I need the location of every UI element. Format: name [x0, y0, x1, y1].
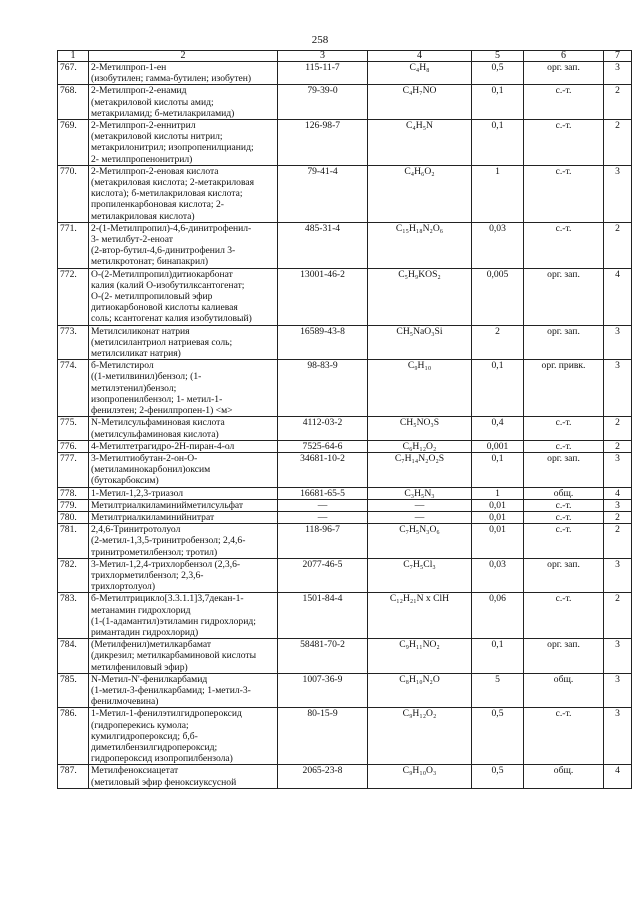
limit-value: 0,5: [472, 62, 524, 85]
substance-name: [89, 85, 278, 120]
hazard-class: 3: [604, 639, 632, 674]
limit-value: 0,1: [472, 452, 524, 487]
row-number: 781.: [58, 524, 89, 559]
row-number: 782.: [58, 558, 89, 593]
substance-name-line: диметилбензилгидропероксид;: [91, 741, 218, 753]
chemical-formula: C₇H₅N₃O₆: [368, 524, 472, 559]
substance-name-line: 2-Метилпроп-2-еннитрил: [91, 120, 196, 132]
substance-name-line: метилфениловый эфир): [91, 661, 188, 673]
substance-name-line: 2-Метилпроп-2-еновая кислота: [91, 165, 219, 177]
cas-number: —: [278, 511, 368, 523]
harm-indicator: с.-т.: [524, 222, 604, 268]
cas-number: 4112-03-2: [278, 417, 368, 440]
chemical-formula: C₈H₁₀N₂O: [368, 673, 472, 708]
limit-value: 0,1: [472, 85, 524, 120]
chemical-formula: C₉H₁₀: [368, 360, 472, 417]
chemical-formula: CH₅NO₃S: [368, 417, 472, 440]
substance-name-line: 1-Метил-1,2,3-триазол: [91, 487, 184, 499]
substance-name-line: соль; ксантогенат калия изобутиловый): [91, 313, 252, 325]
substance-name-line: б-Метилтрицикло[3.3.1.1]3,7декан-1-: [91, 593, 244, 605]
limit-value: 0,1: [472, 360, 524, 417]
hazard-class: 2: [604, 417, 632, 440]
substance-name: [89, 325, 278, 360]
substance-name-line: метилэтенил)бензол;: [91, 382, 177, 394]
hazard-class: 4: [604, 487, 632, 499]
limit-value: 0,03: [472, 222, 524, 268]
substance-name-line: (1-метил-3-фенилкарбамид; 1-метил-3-: [91, 684, 251, 696]
row-number: 777.: [58, 452, 89, 487]
cas-number: 126-98-7: [278, 120, 368, 166]
chemical-formula: C₃H₅N₃: [368, 487, 472, 499]
substance-name: [89, 417, 278, 440]
substance-name-line: 2-Метилпроп-2-енамид: [91, 85, 187, 97]
harm-indicator: с.-т.: [524, 85, 604, 120]
hazard-class: 4: [604, 765, 632, 788]
substance-name-line: 2- метилпропенонитрил): [91, 153, 193, 165]
limit-value: 1: [472, 487, 524, 499]
row-number: 772.: [58, 268, 89, 325]
cas-number: 485-31-4: [278, 222, 368, 268]
row-number: 776.: [58, 440, 89, 452]
substance-name-line: (изобутилен; гамма-бутилен; изобутен): [91, 73, 252, 85]
chemical-formula: —: [368, 499, 472, 511]
row-number: 786.: [58, 708, 89, 765]
column-header: 7: [604, 51, 632, 62]
table-row: [58, 708, 632, 765]
row-number: 780.: [58, 511, 89, 523]
hazard-class: 3: [604, 558, 632, 593]
column-header: 6: [524, 51, 604, 62]
table-row: [58, 639, 632, 674]
hazard-class: 3: [604, 62, 632, 85]
harm-indicator: с.-т.: [524, 593, 604, 639]
substance-name-line: трихлортолуол): [91, 581, 156, 593]
substance-name: [89, 360, 278, 417]
column-number-row: [58, 51, 632, 62]
substance-name: [89, 452, 278, 487]
column-header: 1: [58, 51, 89, 62]
substance-name-line: (дикрезил; метилкарбаминовой кислоты: [91, 650, 257, 662]
row-number: 770.: [58, 165, 89, 222]
table-row: [58, 85, 632, 120]
table-row: [58, 165, 632, 222]
hazard-class: 2: [604, 440, 632, 452]
table-row: [58, 524, 632, 559]
row-number: 773.: [58, 325, 89, 360]
substance-name-line: О-(2-Метилпропил)дитиокарбонат: [91, 268, 233, 280]
harm-indicator: с.-т.: [524, 417, 604, 440]
substance-name-line: 3- метилбут-2-еноат: [91, 234, 173, 246]
substance-name-line: кумилгидропероксид; б,б-: [91, 730, 198, 742]
table-row: [58, 120, 632, 166]
table-row: [58, 325, 632, 360]
hazard-class: 3: [604, 708, 632, 765]
chemical-formula: C₉H₁₀O₃: [368, 765, 472, 788]
limit-value: 0,06: [472, 593, 524, 639]
row-number: 769.: [58, 120, 89, 166]
substance-name-line: 1-Метил-1-фенилэтилгидропероксид: [91, 708, 242, 720]
table-row: [58, 417, 632, 440]
cas-number: 80-15-9: [278, 708, 368, 765]
substance-name-line: фенилмочевина): [91, 696, 159, 708]
limit-value: 1: [472, 165, 524, 222]
cas-number: 2065-23-8: [278, 765, 368, 788]
row-number: 768.: [58, 85, 89, 120]
substance-name: [89, 673, 278, 708]
chemical-formula: C₉H₁₂O₂: [368, 708, 472, 765]
chemical-formula: C₄H₆O₂: [368, 165, 472, 222]
substance-name-line: (метакриловой кислоты амид;: [91, 96, 214, 108]
table-row: [58, 765, 632, 788]
substance-name: [89, 165, 278, 222]
hazard-class: 2: [604, 511, 632, 523]
table-body: [58, 62, 632, 789]
hazard-class: 2: [604, 120, 632, 166]
cas-number: 98-83-9: [278, 360, 368, 417]
substance-name: [89, 268, 278, 325]
chemical-formula: C₅H₉KOS₂: [368, 268, 472, 325]
table-row: [58, 268, 632, 325]
substance-name-line: римантадин гидрохлорид): [91, 626, 199, 638]
harm-indicator: с.-т.: [524, 524, 604, 559]
substance-name-line: пропиленкарбоновая кислота; 2-: [91, 199, 224, 211]
limit-value: 0,5: [472, 765, 524, 788]
harm-indicator: с.-т.: [524, 708, 604, 765]
substance-name-line: Метилтриалкиламинийнитрат: [91, 511, 215, 523]
cas-number: —: [278, 499, 368, 511]
harm-indicator: общ.: [524, 765, 604, 788]
row-number: 779.: [58, 499, 89, 511]
limit-value: 0,01: [472, 524, 524, 559]
substance-name: [89, 120, 278, 166]
column-header: 2: [89, 51, 278, 62]
substance-name-line: фенилэтен; 2-фенилпропен-1) <м>: [91, 405, 233, 417]
substance-name-line: 2-(1-Метилпропил)-4,6-динитрофенил-: [91, 222, 252, 234]
harm-indicator: орг. зап.: [524, 558, 604, 593]
substance-name: [89, 765, 278, 788]
hazard-class: 2: [604, 524, 632, 559]
table-row: [58, 360, 632, 417]
cas-number: 13001-46-2: [278, 268, 368, 325]
substance-name-line: (1-(1-адамантил)этиламин гидрохлорид;: [91, 615, 256, 627]
column-header: 5: [472, 51, 524, 62]
column-header: 4: [368, 51, 472, 62]
cas-number: 1007-36-9: [278, 673, 368, 708]
cas-number: 2077-46-5: [278, 558, 368, 593]
cas-number: 58481-70-2: [278, 639, 368, 674]
hazard-class: 4: [604, 268, 632, 325]
substance-name-line: кислота); б-метилакриловая кислота;: [91, 188, 243, 200]
substance-name-line: (метилсилантриол натриевая соль;: [91, 336, 233, 348]
harm-indicator: орг. зап.: [524, 325, 604, 360]
substance-name-line: (метиламинокарбонил)оксим: [91, 464, 211, 476]
hazard-class: 2: [604, 222, 632, 268]
chemical-formula: C₉H₁₁NO₂: [368, 639, 472, 674]
harm-indicator: общ.: [524, 673, 604, 708]
table-row: [58, 62, 632, 85]
table-row: [58, 511, 632, 523]
row-number: 785.: [58, 673, 89, 708]
substance-name: [89, 222, 278, 268]
substance-name: [89, 487, 278, 499]
harm-indicator: орг. зап.: [524, 639, 604, 674]
hazard-class: 3: [604, 325, 632, 360]
harm-indicator: орг. зап.: [524, 268, 604, 325]
substance-name-line: тринитрометилбензол; тротил): [91, 546, 218, 558]
harm-indicator: орг. зап.: [524, 62, 604, 85]
harm-indicator: с.-т.: [524, 120, 604, 166]
limit-value: 5: [472, 673, 524, 708]
substance-name-line: (2-метил-1,3,5-тринитробензол; 2,4,6-: [91, 535, 246, 547]
substance-name-line: Метилфеноксиацетат: [91, 765, 179, 777]
chemical-formula: C₁₅H₁₈N₂O₆: [368, 222, 472, 268]
hazard-class: 3: [604, 499, 632, 511]
substance-name-line: изопропенилбензол; 1- метил-1-: [91, 393, 223, 405]
chemical-formula: C₇H₁₄N₂O₂S: [368, 452, 472, 487]
cas-number: 79-41-4: [278, 165, 368, 222]
substance-name: [89, 499, 278, 511]
cas-number: 79-39-0: [278, 85, 368, 120]
substance-name-line: 2-Метилпроп-1-ен: [91, 62, 167, 73]
chemical-formula: C₆H₁₂O₂: [368, 440, 472, 452]
row-number: 778.: [58, 487, 89, 499]
table-row: [58, 440, 632, 452]
hazard-class: 3: [604, 452, 632, 487]
limit-value: 0,4: [472, 417, 524, 440]
substance-name-line: метакриламид; б-метилакриламид): [91, 107, 235, 119]
substance-name-line: метилакриловая кислота): [91, 210, 195, 222]
substance-name-line: (бутокарбоксим): [91, 475, 159, 487]
table-row: [58, 452, 632, 487]
substance-name-line: метилкротонат; бинапакрил): [91, 256, 209, 268]
limit-value: 0,01: [472, 511, 524, 523]
cas-number: 16681-65-5: [278, 487, 368, 499]
substance-name-line: Метилсиликонат натрия: [91, 325, 190, 337]
limit-value: 2: [472, 325, 524, 360]
substance-name-line: (Метилфенил)метилкарбамат: [91, 639, 212, 651]
harm-indicator: с.-т.: [524, 499, 604, 511]
harm-indicator: общ.: [524, 487, 604, 499]
substance-name-line: трихлорметилбензол; 2,3,6-: [91, 569, 204, 581]
column-header: 3: [278, 51, 368, 62]
substance-name-line: б-Метилстирол: [91, 360, 154, 372]
table-row: [58, 558, 632, 593]
substance-name: [89, 524, 278, 559]
chemical-formula: C₄H₈: [368, 62, 472, 85]
substance-name-line: (метакриловой кислоты нитрил;: [91, 131, 223, 143]
substance-name-line: Метилтриалкиламинийметилсульфат: [91, 499, 244, 511]
row-number: 774.: [58, 360, 89, 417]
row-number: 787.: [58, 765, 89, 788]
cas-number: 1501-84-4: [278, 593, 368, 639]
chemical-formula: C₄H₇NO: [368, 85, 472, 120]
table-row: [58, 499, 632, 511]
cas-number: 115-11-7: [278, 62, 368, 85]
chemical-formula: C₁₂H₂₁N x ClH: [368, 593, 472, 639]
substance-name-line: метанамин гидрохлорид: [91, 604, 191, 616]
table-row: [58, 593, 632, 639]
cas-number: 118-96-7: [278, 524, 368, 559]
hazard-class: 3: [604, 165, 632, 222]
substance-name-line: 4-Метилтетрагидро-2Н-пиран-4-ол: [91, 440, 235, 452]
row-number: 767.: [58, 62, 89, 85]
substance-name: [89, 511, 278, 523]
limit-value: 0,01: [472, 499, 524, 511]
substance-name-line: 3-Метилтиобутан-2-он-О-: [91, 452, 198, 464]
substance-name-line: ((1-метилвинил)бензол; (1-: [91, 371, 202, 383]
substance-name-line: N-Метил-N'-фенилкарбамид: [91, 673, 208, 685]
substance-name-line: (метилсульфаминовая кислота): [91, 428, 219, 440]
table-row: [58, 673, 632, 708]
substance-name-line: 2,4,6-Тринитротолуол: [91, 524, 181, 536]
substance-name-line: N-Метилсульфаминовая кислота: [91, 417, 225, 429]
chemical-formula: —: [368, 511, 472, 523]
substance-name-line: метилсиликат натрия): [91, 348, 181, 360]
limit-value: 0,005: [472, 268, 524, 325]
page-number: 258: [311, 34, 329, 46]
chemical-formula: C₄H₅N: [368, 120, 472, 166]
hazard-class: 3: [604, 673, 632, 708]
substance-name-line: (гидроперекись кумола;: [91, 719, 189, 731]
cas-number: 7525-64-6: [278, 440, 368, 452]
harm-indicator: орг. привк.: [524, 360, 604, 417]
harm-indicator: орг. зап.: [524, 452, 604, 487]
substance-name: [89, 558, 278, 593]
table-row: [58, 222, 632, 268]
cas-number: 34681-10-2: [278, 452, 368, 487]
cas-number: 16589-43-8: [278, 325, 368, 360]
limit-value: 0,1: [472, 120, 524, 166]
harm-indicator: с.-т.: [524, 165, 604, 222]
row-number: 784.: [58, 639, 89, 674]
row-number: 783.: [58, 593, 89, 639]
harm-indicator: с.-т.: [524, 511, 604, 523]
hazard-class: 3: [604, 360, 632, 417]
limit-value: 0,5: [472, 708, 524, 765]
substance-name: [89, 62, 278, 85]
limit-value: 0,001: [472, 440, 524, 452]
chemical-formula: C₇H₅Cl₃: [368, 558, 472, 593]
substance-name-line: калия (калий О-изобутилксантогенат;: [91, 279, 245, 291]
substance-name-line: дитиокарбоновой кислоты калиевая: [91, 302, 238, 314]
chemical-formula: CH₅NaO₃Si: [368, 325, 472, 360]
harm-indicator: с.-т.: [524, 440, 604, 452]
hazard-class: 2: [604, 593, 632, 639]
substance-name-line: (2-втор-бутил-4,6-динитрофенил 3-: [91, 245, 236, 257]
row-number: 771.: [58, 222, 89, 268]
substance-name-line: метакрилонитрил; изопропенилцианид;: [91, 142, 254, 154]
substance-name-line: (метакриловая кислота; 2-метакриловая: [91, 177, 255, 189]
substance-name: [89, 440, 278, 452]
row-number: 775.: [58, 417, 89, 440]
substance-name-line: (метиловый эфир феноксиуксусной: [91, 776, 237, 788]
substance-name-line: гидропероксид изопропилбензола): [91, 753, 233, 765]
substance-name: [89, 708, 278, 765]
substance-table: [57, 50, 632, 789]
hazard-class: 2: [604, 85, 632, 120]
limit-value: 0,1: [472, 639, 524, 674]
table-row: [58, 487, 632, 499]
substance-name-line: 3-Метил-1,2,4-трихлорбензол (2,3,6-: [91, 558, 241, 570]
substance-name: [89, 639, 278, 674]
limit-value: 0,03: [472, 558, 524, 593]
substance-name: [89, 593, 278, 639]
substance-name-line: О-(2- метилпропиловый эфир: [91, 291, 213, 303]
